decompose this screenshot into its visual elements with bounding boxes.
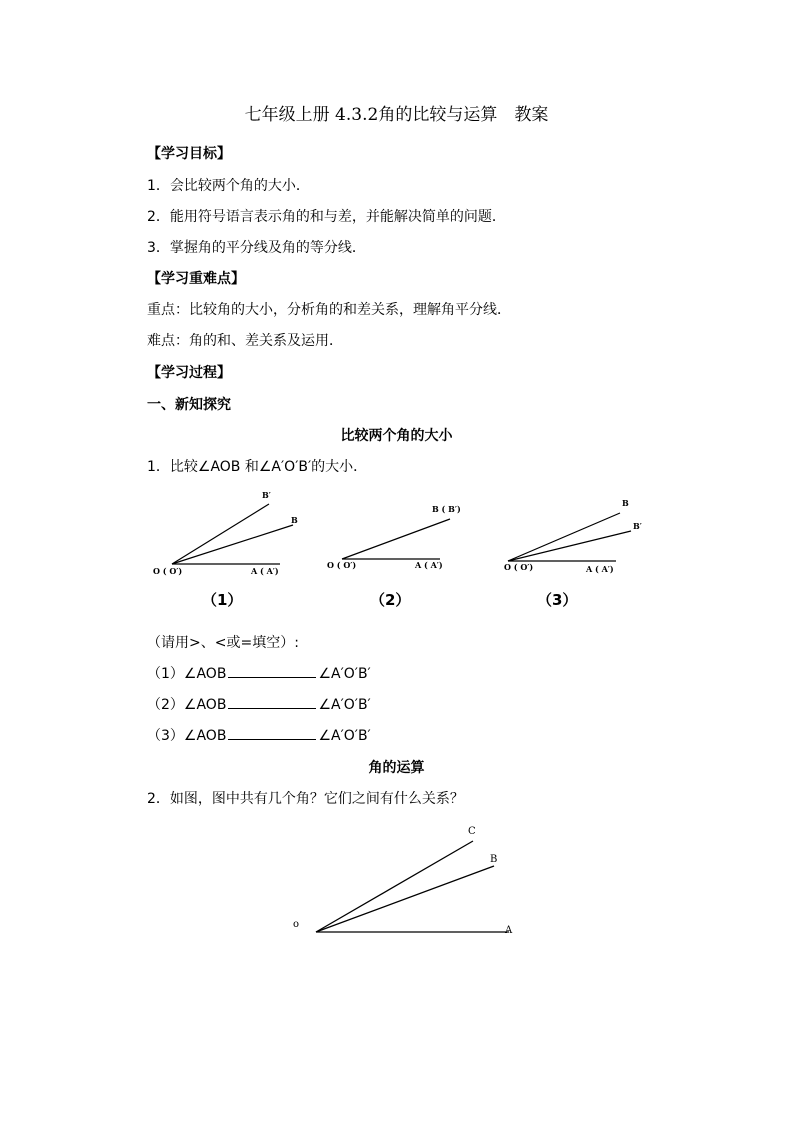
angle-aob: ∠AOB [183, 728, 227, 744]
angle-a-prime: ∠A′O′B′ [318, 666, 371, 682]
point-b-prime-label: B′ [633, 521, 642, 531]
point-a-label: A ( A′) [415, 560, 443, 570]
point-b-label: B [622, 498, 629, 508]
point-b-label: B [291, 515, 298, 525]
key-points-heading: 【学习重难点】 [147, 271, 245, 287]
angle-figure-3 [500, 494, 660, 579]
angle-operation-figure [285, 815, 525, 945]
angle-a-prime: ∠A′O′B′ [318, 728, 371, 744]
subsection-heading: 比较两个角的大小 [340, 428, 453, 444]
point-o-label: o [293, 919, 300, 930]
figure-caption: （3） [537, 591, 578, 609]
point-b-label: B ( B′) [432, 504, 461, 514]
fill-item-1 [147, 665, 371, 683]
subsection-heading: 角的运算 [368, 760, 425, 776]
goals-heading: 【学习目标】 [147, 146, 231, 162]
angle-a-prime: ∠A′O′B′ [318, 697, 371, 713]
goal-item: 3．掌握角的平分线及角的等分线． [147, 240, 366, 256]
answer-blank[interactable] [228, 727, 316, 740]
point-b-prime-label: B′ [262, 490, 271, 500]
point-a-label: A ( A′) [251, 566, 279, 576]
point-c-label: C [468, 826, 476, 837]
answer-blank[interactable] [228, 696, 316, 709]
figure-caption: （1） [202, 591, 243, 609]
focus-text: 重点：比较角的大小，分析角的和差关系，理解角平分线． [147, 302, 511, 318]
angle-figure-2 [325, 498, 475, 578]
fill-item-number: （3） [147, 728, 184, 744]
angle-aob: ∠AOB [183, 697, 227, 713]
angle-aob: ∠AOB [183, 666, 227, 682]
fill-item-number: （1） [147, 666, 184, 682]
vertex-label: O ( O′) [327, 560, 357, 570]
figure-caption: （2） [370, 591, 411, 609]
question-2: 2．如图，图中共有几个角？它们之间有什么关系？ [147, 791, 464, 807]
fill-hint: （请用>、<或=填空）: [147, 635, 299, 651]
fill-item-2 [147, 696, 371, 714]
fill-item-number: （2） [147, 697, 184, 713]
vertex-label: O ( O′) [153, 566, 183, 576]
vertex-label: O ( O′) [504, 562, 534, 572]
question-1: 1．比较∠AOB 和∠A′O′B′的大小． [147, 459, 368, 475]
answer-blank[interactable] [228, 665, 316, 678]
page-title: 七年级上册 4.3.2角的比较与运算 教案 [244, 105, 549, 125]
section-heading: 一、新知探究 [147, 397, 231, 413]
goal-item: 1．会比较两个角的大小． [147, 178, 310, 194]
goal-item: 2．能用符号语言表示角的和与差，并能解决简单的问题． [147, 209, 506, 225]
angle-figure-1 [145, 486, 325, 581]
point-a-label: A ( A′) [586, 564, 614, 574]
point-b-label: B [490, 854, 498, 865]
fill-item-3 [147, 727, 371, 745]
difficulty-text: 难点：角的和、差关系及运用． [147, 333, 343, 349]
point-a-label: A [505, 925, 513, 936]
process-heading: 【学习过程】 [147, 365, 231, 381]
